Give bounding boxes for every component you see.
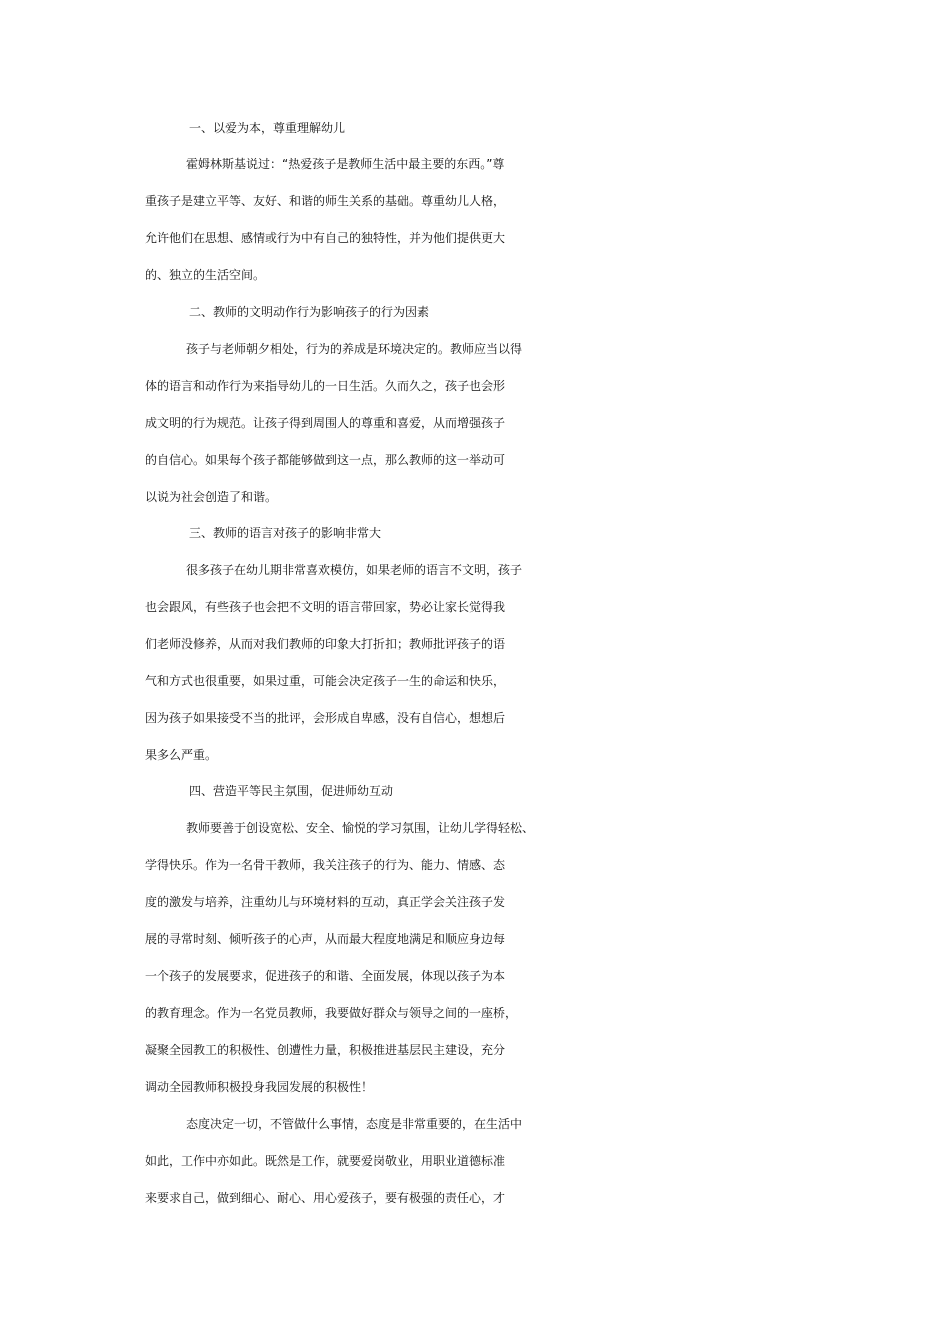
paragraph-5-line-3: [0, 1180, 950, 1216]
paragraph-4-line-5: [0, 958, 950, 994]
text-line: 体的语言和动作行为来指导幼儿的一日生活。久而久之，孩子也会形: [145, 379, 506, 393]
heading-3: [0, 515, 950, 551]
paragraph-4-line-8: [0, 1069, 950, 1105]
text-line: 孩子与老师朝夕相处，行为的养成是环境决定的。教师应当以得: [186, 342, 523, 356]
text-line: 度的激发与培养，注重幼儿与环境材料的互动，真正学会关注孩子发: [145, 895, 506, 909]
text-line: 果多么严重。: [145, 748, 218, 762]
paragraph-4-line-2: [0, 847, 950, 883]
text-line: 的、独立的生活空间。: [145, 268, 266, 282]
paragraph-2-line-1: [0, 331, 950, 367]
text-line: 们老师没修养，从而对我们教师的印象大打折扣；教师批评孩子的语: [145, 637, 506, 651]
text-line: 态度决定一切，不管做什么事情，态度是非常重要的，在生活中: [186, 1117, 523, 1131]
paragraph-3-line-2: [0, 589, 950, 625]
paragraph-3-line-4: [0, 663, 950, 699]
paragraph-5-line-2: [0, 1143, 950, 1179]
heading-2-text: 二、教师的文明动作行为影响孩子的行为因素: [189, 305, 430, 319]
text-line: 一个孩子的发展要求，促进孩子的和谐、全面发展，体现以孩子为本: [145, 969, 506, 983]
text-line: 凝聚全园教工的积极性、创遭性力量，积极推进基层民主建设，充分: [145, 1043, 506, 1057]
paragraph-2-line-4: [0, 442, 950, 478]
paragraph-4-line-4: [0, 921, 950, 957]
text-line: 学得快乐。作为一名骨干教师，我关注孩子的行为、能力、情感、态: [145, 858, 506, 872]
paragraph-1-line-4: [0, 257, 950, 293]
paragraph-4-line-7: [0, 1032, 950, 1068]
heading-4-text: 四、营造平等民主氛围，促进师幼互动: [189, 784, 394, 798]
text-line: 的教育理念。作为一名党员教师，我要做好群众与领导之间的一座桥，: [145, 1006, 518, 1020]
text-line: 气和方式也很重要，如果过重，可能会决定孩子一生的命运和快乐，: [145, 674, 506, 688]
heading-1: [0, 110, 950, 146]
text-line: 重孩子是建立平等、友好、和谐的师生关系的基础。尊重幼儿人格，: [145, 194, 506, 208]
heading-2: [0, 294, 950, 330]
heading-3-text: 三、教师的语言对孩子的影响非常大: [189, 526, 382, 540]
paragraph-2-line-3: [0, 405, 950, 441]
paragraph-5-line-1: [0, 1106, 950, 1142]
text-line: 因为孩子如果接受不当的批评，会形成自卑感，没有自信心，想想后: [145, 711, 506, 725]
heading-4: [0, 773, 950, 809]
text-line: 调动全园教师积极投身我园发展的积极性！: [145, 1080, 374, 1094]
paragraph-4-line-1: [0, 810, 950, 846]
text-line: 霍姆林斯基说过：“热爱孩子是教师生活中最主要的东西。”尊: [186, 157, 505, 171]
text-line: 展的寻常时刻、倾听孩子的心声，从而最大程度地满足和顺应身边每: [145, 932, 506, 946]
paragraph-1-line-2: [0, 183, 950, 219]
text-line: 允许他们在思想、感情或行为中有自己的独特性，并为他们提供更大: [145, 231, 506, 245]
paragraph-3-line-3: [0, 626, 950, 662]
text-line: 也会跟风，有些孩子也会把不文明的语言带回家，势必让家长觉得我: [145, 600, 506, 614]
text-line: 以说为社会创造了和谐。: [145, 490, 278, 504]
text-line: 如此，工作中亦如此。既然是工作，就要爱岗敬业，用职业道德标准: [145, 1154, 506, 1168]
heading-1-text: 一、以爱为本，尊重理解幼儿: [189, 121, 346, 135]
text-line: 教师要善于创设宽松、安全、愉悦的学习氛围，让幼儿学得轻松、: [186, 821, 535, 835]
paragraph-3-line-1: [0, 552, 950, 588]
paragraph-2-line-2: [0, 368, 950, 404]
paragraph-4-line-6: [0, 995, 950, 1031]
text-line: 成文明的行为规范。让孩子得到周围人的尊重和喜爱，从而增强孩子: [145, 416, 506, 430]
paragraph-4-line-3: [0, 884, 950, 920]
text-line: 来要求自己，做到细心、耐心、用心爱孩子，要有极强的责任心，才: [145, 1191, 506, 1205]
text-line: 的自信心。如果每个孩子都能够做到这一点，那么教师的这一举动可: [145, 453, 506, 467]
paragraph-2-line-5: [0, 479, 950, 515]
paragraph-1-line-3: [0, 220, 950, 256]
paragraph-3-line-6: [0, 737, 950, 773]
paragraph-1-line-1: [0, 146, 950, 182]
paragraph-3-line-5: [0, 700, 950, 736]
text-line: 很多孩子在幼儿期非常喜欢模仿，如果老师的语言不文明，孩子: [186, 563, 523, 577]
